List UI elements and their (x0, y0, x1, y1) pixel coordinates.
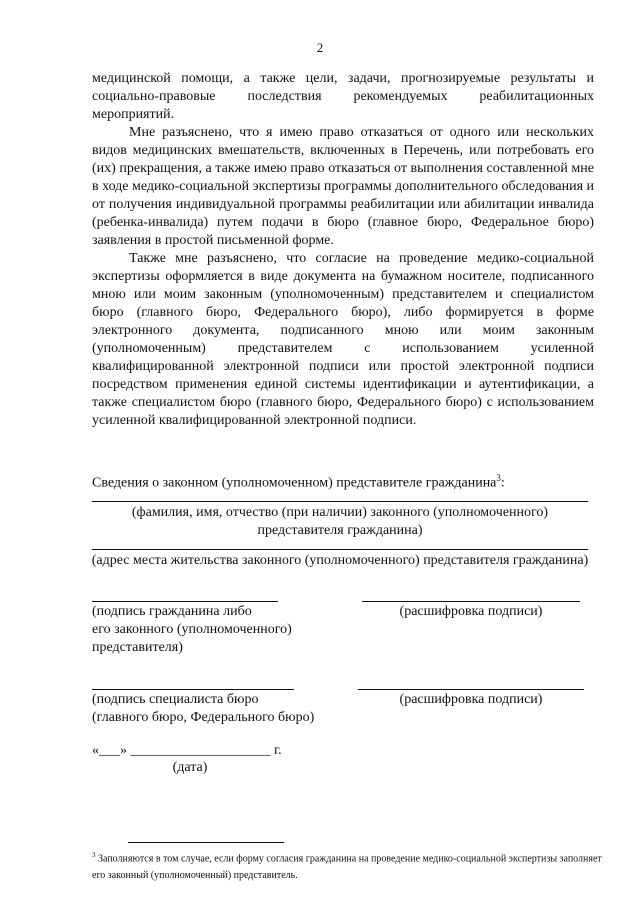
representative-name-caption-line1: (фамилия, имя, отчество (при наличии) законного (уполномоченного) (131, 505, 549, 520)
footnote-marker: 3 (92, 851, 96, 859)
representative-name-caption-line2: представителя гражданина) (257, 523, 423, 538)
representative-heading-text: Сведения о законном (уполномоченном) представителе гражданина (92, 475, 497, 491)
specialist-signature-caption (92, 691, 352, 727)
date-caption: (дата) (172, 760, 208, 775)
citizen-signature-line[interactable] (92, 601, 278, 602)
footnote-separator (128, 842, 284, 843)
citizen-caption-line3: представителя) (92, 640, 183, 655)
citizen-decode-line[interactable] (362, 601, 580, 602)
citizen-signature-caption (92, 603, 342, 657)
footnote-text: Заполняются в том случае, если форму согласия гражданина на проведение медико-социальной экспертизы заполняет его законный (уполномоченный) представитель. (92, 853, 602, 882)
consent-body (92, 70, 594, 430)
citizen-decode-caption: (расшифровка подписи) (399, 604, 543, 619)
representative-name-line[interactable] (92, 501, 588, 502)
specialist-signature-line[interactable] (92, 689, 294, 690)
specialist-decode-line[interactable] (358, 689, 584, 690)
specialist-decode-caption: (расшифровка подписи) (399, 692, 543, 707)
footnote-reference: 3 (496, 473, 501, 483)
representative-heading: Сведения о законном (уполномоченном) представителе гражданина$^3$: (92, 473, 505, 491)
page-number: 2 (316, 40, 324, 55)
paragraph-consent-format: Также мне разъяснено, что согласие на проведение медико-социальной экспертизы оформляется в виде документа на бумажном носителе, подписанного мною или моим законным (уполномоченным) представителем и специалистом бюро (главного бюро, Федерального бюро), либо формируется в форме электронного документа, подписанного мною или моим законным (уполномоченным) представителем с использованием усиленной квалифицированной электронной подписи или простой электронной подписи посредством применения единой системы идентификации и аутентификации, а также специалистом бюро (главного бюро, Федерального бюро) с использованием усиленной квалифицированной электронной подписи. (92, 251, 594, 428)
date-line[interactable]: «___» ____________________ г. (92, 743, 282, 758)
footnote (92, 847, 602, 884)
paragraph-right-to-refuse: Мне разъяснено, что я имею право отказаться от одного или нескольких видов медицинских вмешательств, включенных в Перечень, или потребовать его (их) прекращения, а также имею право отказаться от выполнения составленной мне в ходе медико-социальной экспертизы программы дополнительного обследования и от получения индивидуальной программы реабилитации или абилитации инвалида (ребенка-инвалида) путем подачи в бюро (главное бюро, Федеральное бюро) заявления в простой письменной форме. (92, 125, 594, 248)
representative-address-line[interactable] (92, 549, 588, 550)
specialist-caption-line1: (подпись специалиста бюро (92, 692, 259, 707)
specialist-caption-line2: (главного бюро, Федерального бюро) (92, 710, 315, 725)
paragraph-continuation: медицинской помощи, а также цели, задачи, прогнозируемые результаты и социально-правовые последствия рекомендуемых реабилитационных мероприятий. (92, 71, 594, 122)
citizen-caption-line2: его законного (уполномоченного) (92, 622, 292, 637)
representative-address-caption: (адрес места жительства законного (уполномоченного) представителя гражданина) (91, 553, 589, 568)
citizen-caption-line1: (подпись гражданина либо (92, 604, 252, 619)
representative-name-caption (92, 504, 588, 540)
